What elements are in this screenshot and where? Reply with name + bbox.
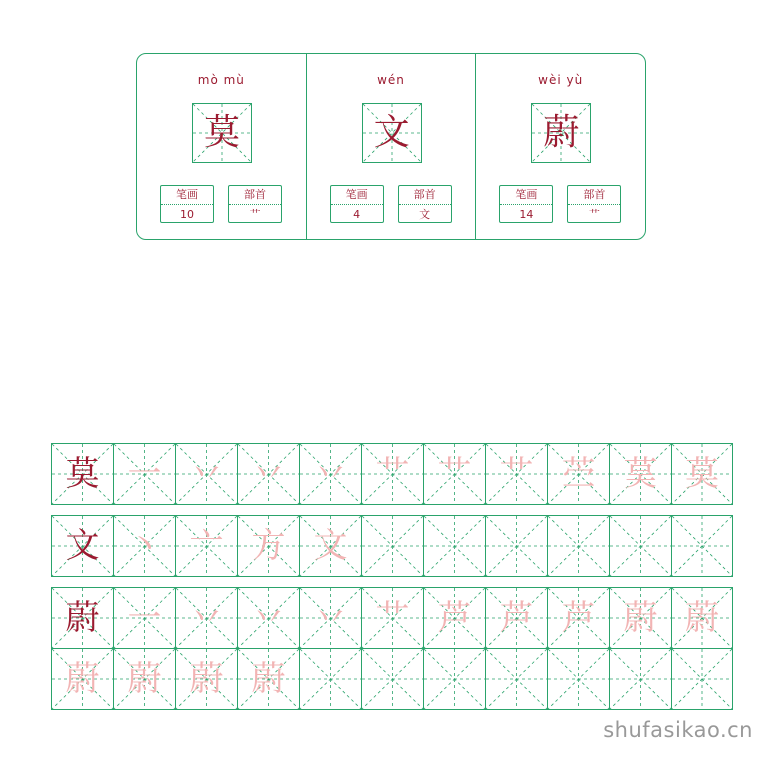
grid-cell — [238, 649, 300, 709]
grid-cell — [672, 444, 732, 504]
radical-label: 部首 — [568, 186, 620, 205]
main-character: 蔚 — [65, 598, 100, 638]
grid-cell — [300, 444, 362, 504]
stroke-step-character: 蔚 — [251, 659, 286, 699]
stroke-step-character — [548, 649, 609, 709]
stroke-step-character — [610, 516, 671, 576]
grid-row — [52, 588, 732, 648]
grid-cell — [238, 516, 300, 576]
grid-cell — [300, 516, 362, 576]
grid-cell — [300, 649, 362, 709]
stroke-step-character: 亠 — [189, 526, 224, 566]
stroke-step-character: 芦 — [499, 598, 534, 638]
grid-cell — [486, 516, 548, 576]
stroke-step-character: 艹 — [499, 454, 534, 494]
grid-row — [52, 516, 732, 576]
grid-cell — [672, 588, 732, 648]
stroke-count-label: 笔画 — [500, 186, 552, 205]
grid-cell — [486, 649, 548, 709]
stroke-count-box — [330, 185, 384, 223]
main-character: 莫 — [65, 454, 100, 494]
pinyin: wèi yù — [538, 73, 584, 87]
stroke-step-character: 一 — [127, 598, 162, 638]
stroke-step-character: 丷 — [189, 454, 224, 494]
stroke-step-character — [424, 649, 485, 709]
stroke-step-character: 蔚 — [189, 659, 224, 699]
grid-cell — [52, 649, 114, 709]
grid-cell — [362, 516, 424, 576]
stroke-step-character: 丷 — [313, 454, 348, 494]
stroke-step-character: 艹 — [375, 598, 410, 638]
stroke-step-character: 芦 — [437, 598, 472, 638]
stroke-step-character — [300, 649, 361, 709]
grid-cell — [114, 444, 176, 504]
stroke-step-character: 芦 — [561, 598, 596, 638]
grid-cell — [610, 649, 672, 709]
grid-cell — [486, 444, 548, 504]
stroke-step-character: 蔚 — [623, 598, 658, 638]
stroke-step-character: 蔚 — [685, 598, 719, 638]
stroke-step-character — [424, 516, 485, 576]
grid-cell — [362, 649, 424, 709]
grid-cell — [114, 588, 176, 648]
grid-cell — [672, 649, 732, 709]
stroke-step-character — [486, 649, 547, 709]
stroke-step-character — [672, 516, 732, 576]
grid-cell — [176, 588, 238, 648]
pinyin: mò mù — [197, 73, 245, 87]
stroke-step-character: 方 — [251, 526, 286, 566]
stroke-step-character — [672, 649, 732, 709]
character-box — [192, 103, 252, 163]
stroke-step-character: 丷 — [189, 598, 224, 638]
character-card-mo — [137, 54, 307, 239]
stroke-step-character: 茣 — [623, 454, 658, 494]
stroke-count-label: 笔画 — [331, 186, 383, 205]
stroke-step-character: 丶 — [127, 526, 162, 566]
grid-cell — [52, 444, 114, 504]
grid-cell — [114, 516, 176, 576]
stroke-order-grid-mo — [51, 443, 733, 505]
grid-cell — [548, 649, 610, 709]
grid-cell — [610, 516, 672, 576]
stroke-count-value: 10 — [180, 208, 194, 221]
grid-cell — [114, 649, 176, 709]
grid-cell — [424, 444, 486, 504]
stroke-count-box — [160, 185, 214, 223]
stroke-order-grid-wei — [51, 587, 733, 710]
stroke-step-character — [486, 516, 547, 576]
character: 蔚 — [543, 112, 580, 153]
watermark: shufasikao.cn — [603, 718, 753, 742]
grid-cell — [486, 588, 548, 648]
grid-cell — [424, 516, 486, 576]
grid-cell — [548, 588, 610, 648]
grid-cell — [238, 444, 300, 504]
radical-box — [228, 185, 282, 223]
stroke-step-character: 一 — [127, 454, 162, 494]
stroke-step-character: 蔚 — [127, 659, 162, 699]
grid-cell — [52, 588, 114, 648]
stroke-step-character — [610, 649, 671, 709]
grid-cell — [672, 516, 732, 576]
main-character: 文 — [65, 526, 100, 566]
grid-cell — [424, 588, 486, 648]
stroke-step-character — [362, 516, 423, 576]
grid-cell — [610, 444, 672, 504]
radical-label: 部首 — [399, 186, 451, 205]
radical-value: 文 — [419, 208, 431, 221]
character: 莫 — [203, 112, 240, 153]
stroke-step-character: 莫 — [685, 454, 719, 494]
stroke-step-character: 文 — [313, 526, 348, 566]
stroke-step-character: 丷 — [251, 598, 286, 638]
pinyin: wén — [377, 73, 405, 87]
grid-row — [52, 444, 732, 504]
stroke-count-box — [499, 185, 553, 223]
radical-value: 艹 — [249, 208, 261, 221]
character-card-wei — [476, 54, 645, 239]
grid-cell — [52, 516, 114, 576]
grid-cell — [548, 516, 610, 576]
stroke-step-character — [548, 516, 609, 576]
grid-cell — [548, 444, 610, 504]
character-box — [362, 103, 422, 163]
stroke-count-value: 4 — [353, 208, 361, 221]
stroke-step-character — [362, 649, 423, 709]
grid-cell — [424, 649, 486, 709]
stroke-count-value: 14 — [519, 208, 534, 221]
stroke-step-character: 苎 — [561, 454, 596, 494]
stroke-step-character: 蔚 — [65, 659, 100, 699]
grid-cell — [362, 444, 424, 504]
character-card-wen — [307, 54, 477, 239]
radical-label: 部首 — [229, 186, 281, 205]
grid-cell — [300, 588, 362, 648]
grid-cell — [176, 444, 238, 504]
stroke-step-character: 丷 — [251, 454, 286, 494]
grid-row — [52, 648, 732, 709]
character: 文 — [373, 112, 410, 153]
radical-box — [398, 185, 452, 223]
character-box — [531, 103, 591, 163]
stroke-count-label: 笔画 — [161, 186, 213, 205]
radical-box — [567, 185, 621, 223]
grid-cell — [362, 588, 424, 648]
grid-cell — [610, 588, 672, 648]
radical-value: 艹 — [588, 208, 600, 221]
stroke-step-character: 丷 — [313, 598, 348, 638]
stroke-step-character: 艹 — [437, 454, 472, 494]
character-info-card — [136, 53, 646, 240]
grid-cell — [176, 516, 238, 576]
grid-cell — [176, 649, 238, 709]
stroke-step-character: 艹 — [375, 454, 410, 494]
grid-cell — [238, 588, 300, 648]
stroke-order-grid-wen — [51, 515, 733, 577]
